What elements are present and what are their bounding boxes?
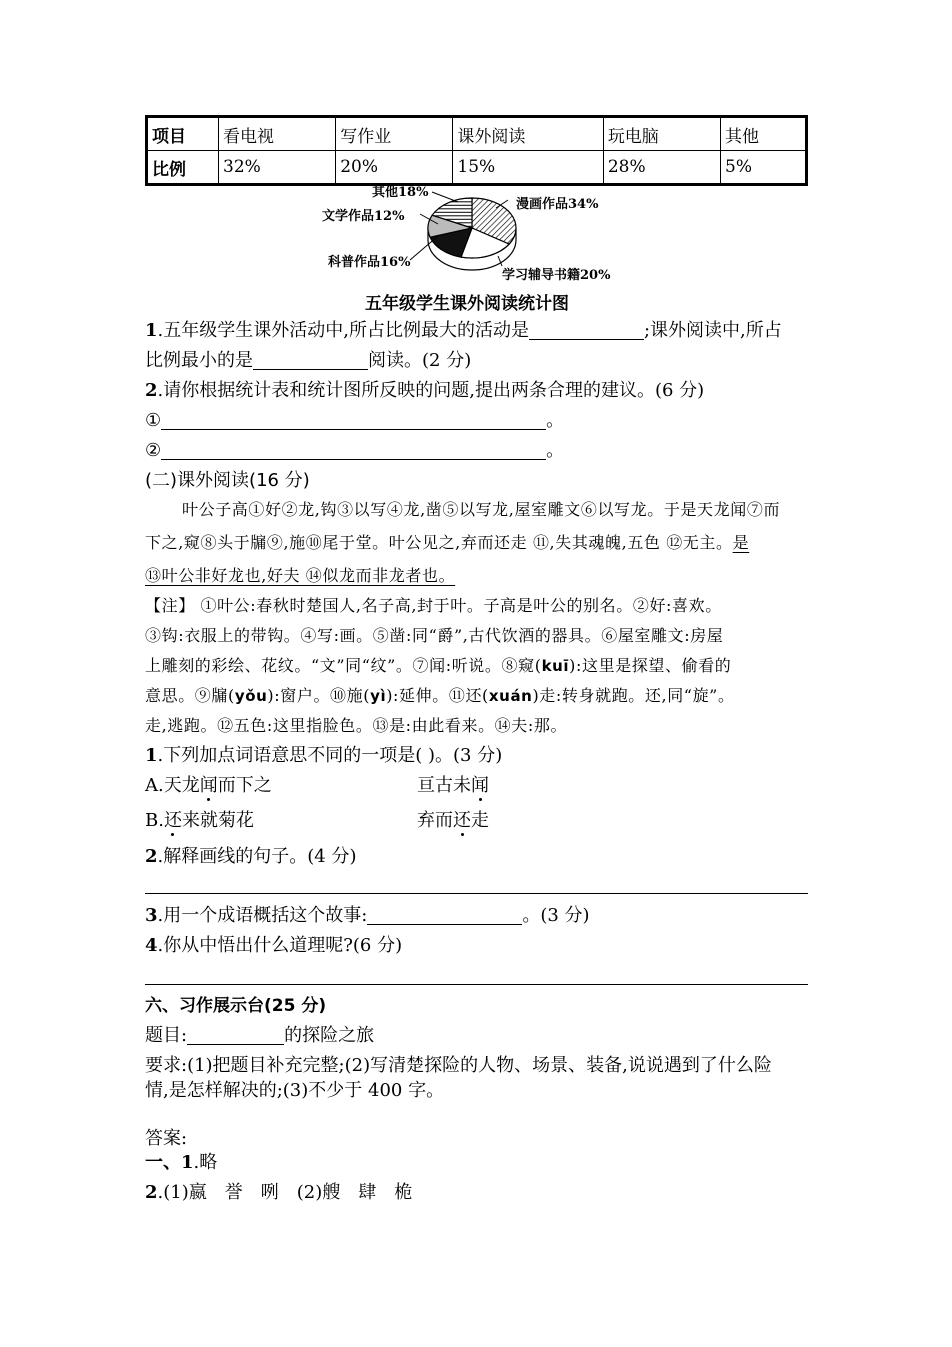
q2-answer-2 bbox=[145, 438, 564, 464]
r1-option-a-label: A.天龙 bbox=[145, 775, 200, 796]
notes-line-4-a: 意思。⑨牖( bbox=[145, 686, 235, 705]
reading-question-3 bbox=[145, 903, 590, 929]
r1-option-b bbox=[145, 808, 254, 834]
q2-blank-1[interactable] bbox=[161, 409, 546, 430]
passage-line-2-text: 下之,窥⑧头于牖⑨,施⑩尾于堂。叶公见之,弃而还走 ⑪,失其魂魄,五色 ⑫无主。 bbox=[145, 533, 733, 552]
r2-text: .解释画线的句子。(4 分) bbox=[157, 846, 357, 867]
r3-blank[interactable] bbox=[367, 904, 522, 925]
pie-chart-title: 五年级学生课外阅读统计图 bbox=[365, 294, 569, 314]
r1-text: .下列加点词语意思不同的一项是( )。(3 分) bbox=[157, 745, 503, 766]
passage-line-3: ⑬叶公非好龙也,好夫 ⑭似龙而非龙者也。 bbox=[145, 566, 456, 585]
table-item-name: 写作业 bbox=[336, 117, 453, 151]
r1-option-b-label: B. bbox=[145, 810, 164, 831]
q1-blank-1[interactable] bbox=[529, 319, 644, 340]
section-6-requirement-2: 情,是怎样解决的;(3)不少于 400 字。 bbox=[145, 1080, 445, 1101]
table-item-name: 玩电脑 bbox=[603, 117, 720, 151]
section-6-topic bbox=[145, 1023, 374, 1049]
table-item-pct: 15% bbox=[453, 151, 603, 185]
question-2 bbox=[145, 378, 704, 404]
q1-text-d: 阅读。(2 分) bbox=[368, 350, 472, 371]
r1-option-a-dotted: 闻 bbox=[199, 775, 218, 796]
table-item-name: 看电视 bbox=[219, 117, 336, 151]
r1-option-a2-text: 亘古未 bbox=[417, 775, 471, 796]
notes-line-3 bbox=[145, 656, 731, 676]
r4-num: 4 bbox=[145, 935, 158, 956]
table-header-row bbox=[147, 117, 807, 151]
q1-blank-2[interactable] bbox=[253, 349, 368, 370]
table-item-name: 课外阅读 bbox=[453, 117, 603, 151]
answer-1-prefix: 一、 bbox=[145, 1152, 181, 1173]
table-item-name: 其他 bbox=[721, 117, 807, 151]
q2-marker-2: ② bbox=[145, 440, 162, 461]
notes-line-3-a: 上雕刻的彩绘、花纹。“文”同“纹”。⑦闻:听说。⑧窥( bbox=[145, 656, 542, 675]
pie-label-other: 其他18% bbox=[372, 185, 429, 200]
q1-num: 1 bbox=[145, 320, 158, 341]
r1-option-a bbox=[145, 773, 272, 799]
r1-option-a2-dotted: 闻 bbox=[471, 775, 489, 796]
answers-label: 答案: bbox=[145, 1128, 188, 1149]
notes-line-3-b: ):这里是探望、偷看的 bbox=[569, 656, 732, 675]
answer-2-text: .(1)嬴 誉 咧 (2)艘 肆 桅 bbox=[157, 1182, 413, 1203]
table-header-label: 项目 bbox=[147, 117, 219, 151]
r1-option-b-rest: 来就菊花 bbox=[181, 810, 254, 831]
r3-end: 。(3 分) bbox=[522, 905, 590, 926]
passage-line-2 bbox=[145, 533, 749, 553]
notes-line-4-d: )走:转身就跑。还,同“旋”。 bbox=[532, 686, 735, 705]
answer-1 bbox=[145, 1150, 217, 1176]
pinyin-xuan: xuán bbox=[488, 687, 533, 705]
topic-blank[interactable] bbox=[187, 1024, 284, 1045]
q2-num: 2 bbox=[145, 380, 158, 401]
notes-line-2: ③钩:衣服上的带钩。④写:画。⑤凿:同“爵”,古代饮酒的器具。⑥屋室雕文:房屋 bbox=[145, 626, 724, 645]
pinyin-kui: kuī bbox=[541, 657, 570, 675]
r1-option-b-dotted: 还 bbox=[163, 810, 182, 831]
q2-text: .请你根据统计表和统计图所反映的问题,提出两条合理的建议。(6 分) bbox=[157, 380, 705, 401]
r1-option-a-rest: 而下之 bbox=[217, 775, 272, 796]
q2-end-2: 。 bbox=[546, 440, 565, 461]
r1-option-b2-text: 弃而 bbox=[417, 810, 453, 831]
r3-num: 3 bbox=[145, 905, 158, 926]
notes-line-4-c: ):延伸。⑪还( bbox=[386, 686, 489, 705]
notes-line-1: 【注】 ①叶公:春秋时楚国人,名子高,封于叶。子高是叶公的别名。②好:喜欢。 bbox=[145, 596, 722, 615]
r1-option-a-compare bbox=[417, 773, 489, 799]
pie-label-science: 科普作品16% bbox=[328, 255, 411, 270]
pinyin-you: yǒu bbox=[234, 687, 268, 705]
pinyin-yi: yì bbox=[370, 687, 387, 705]
r4-answer-line[interactable] bbox=[145, 984, 808, 985]
r1-option-b2-dotted: 还 bbox=[453, 810, 471, 831]
reading-pie-chart bbox=[310, 180, 650, 290]
section-2-title: (二)课外阅读(16 分) bbox=[145, 470, 310, 491]
answer-1-num: 1 bbox=[181, 1152, 194, 1173]
answer-2-num: 2 bbox=[145, 1182, 158, 1203]
r4-text: .你从中悟出什么道理呢?(6 分) bbox=[157, 935, 403, 956]
answer-1-text: .略 bbox=[193, 1152, 218, 1173]
section-6-title: 六、习作展示台(25 分) bbox=[145, 996, 327, 1016]
r1-option-b2-rest: 走 bbox=[471, 810, 489, 831]
q1-text-b: ;课外阅读中,所占 bbox=[643, 320, 782, 341]
q2-marker-1: ① bbox=[145, 410, 162, 431]
q2-blank-2[interactable] bbox=[161, 439, 546, 460]
passage-line-2-underlined: 是 bbox=[732, 533, 750, 552]
notes-line-5: 走,逃跑。⑫五色:这里指脸色。⑬是:由此看来。⑭夫:那。 bbox=[145, 716, 568, 735]
table-item-pct: 20% bbox=[336, 151, 453, 185]
answer-2 bbox=[145, 1180, 412, 1206]
passage-line-1: 叶公子高①好②龙,钩③以写④龙,凿⑤以写龙,屋室雕文⑥以写龙。于是天龙闻⑦而 bbox=[182, 500, 781, 519]
r1-option-b-compare bbox=[417, 808, 489, 834]
question-1-line1 bbox=[145, 318, 782, 344]
topic-label: 题目: bbox=[145, 1025, 188, 1046]
pie-top bbox=[428, 198, 516, 258]
reading-question-4 bbox=[145, 933, 402, 959]
r1-num: 1 bbox=[145, 745, 158, 766]
reading-question-1 bbox=[145, 743, 502, 769]
pie-label-study: 学习辅导书籍20% bbox=[502, 268, 611, 283]
q1-text-a: .五年级学生课外活动中,所占比例最大的活动是 bbox=[157, 320, 529, 341]
table-row-label: 比例 bbox=[147, 151, 219, 185]
q1-text-c: 比例最小的是 bbox=[145, 350, 253, 371]
r3-text: .用一个成语概括这个故事: bbox=[157, 905, 368, 926]
pie-label-literature: 文学作品12% bbox=[322, 209, 405, 224]
activity-table bbox=[145, 115, 808, 186]
question-1-line2 bbox=[145, 348, 471, 374]
pie-label-comics: 漫画作品34% bbox=[516, 197, 599, 212]
r2-answer-line[interactable] bbox=[145, 893, 808, 894]
table-item-pct: 5% bbox=[721, 151, 807, 185]
notes-line-4 bbox=[145, 686, 735, 706]
r2-num: 2 bbox=[145, 846, 158, 867]
q2-answer-1 bbox=[145, 408, 564, 434]
pie-leader-line-0 bbox=[432, 192, 458, 202]
topic-suffix: 的探险之旅 bbox=[284, 1025, 375, 1046]
table-item-pct: 32% bbox=[219, 151, 336, 185]
reading-question-2 bbox=[145, 844, 356, 870]
section-6-requirement-1: 要求:(1)把题目补充完整;(2)写清楚探险的人物、场景、装备,说说遇到了什么险 bbox=[145, 1055, 772, 1076]
table-item-pct: 28% bbox=[603, 151, 720, 185]
notes-line-4-b: ):窗户。⑩施( bbox=[267, 686, 371, 705]
q2-end-1: 。 bbox=[546, 410, 565, 431]
